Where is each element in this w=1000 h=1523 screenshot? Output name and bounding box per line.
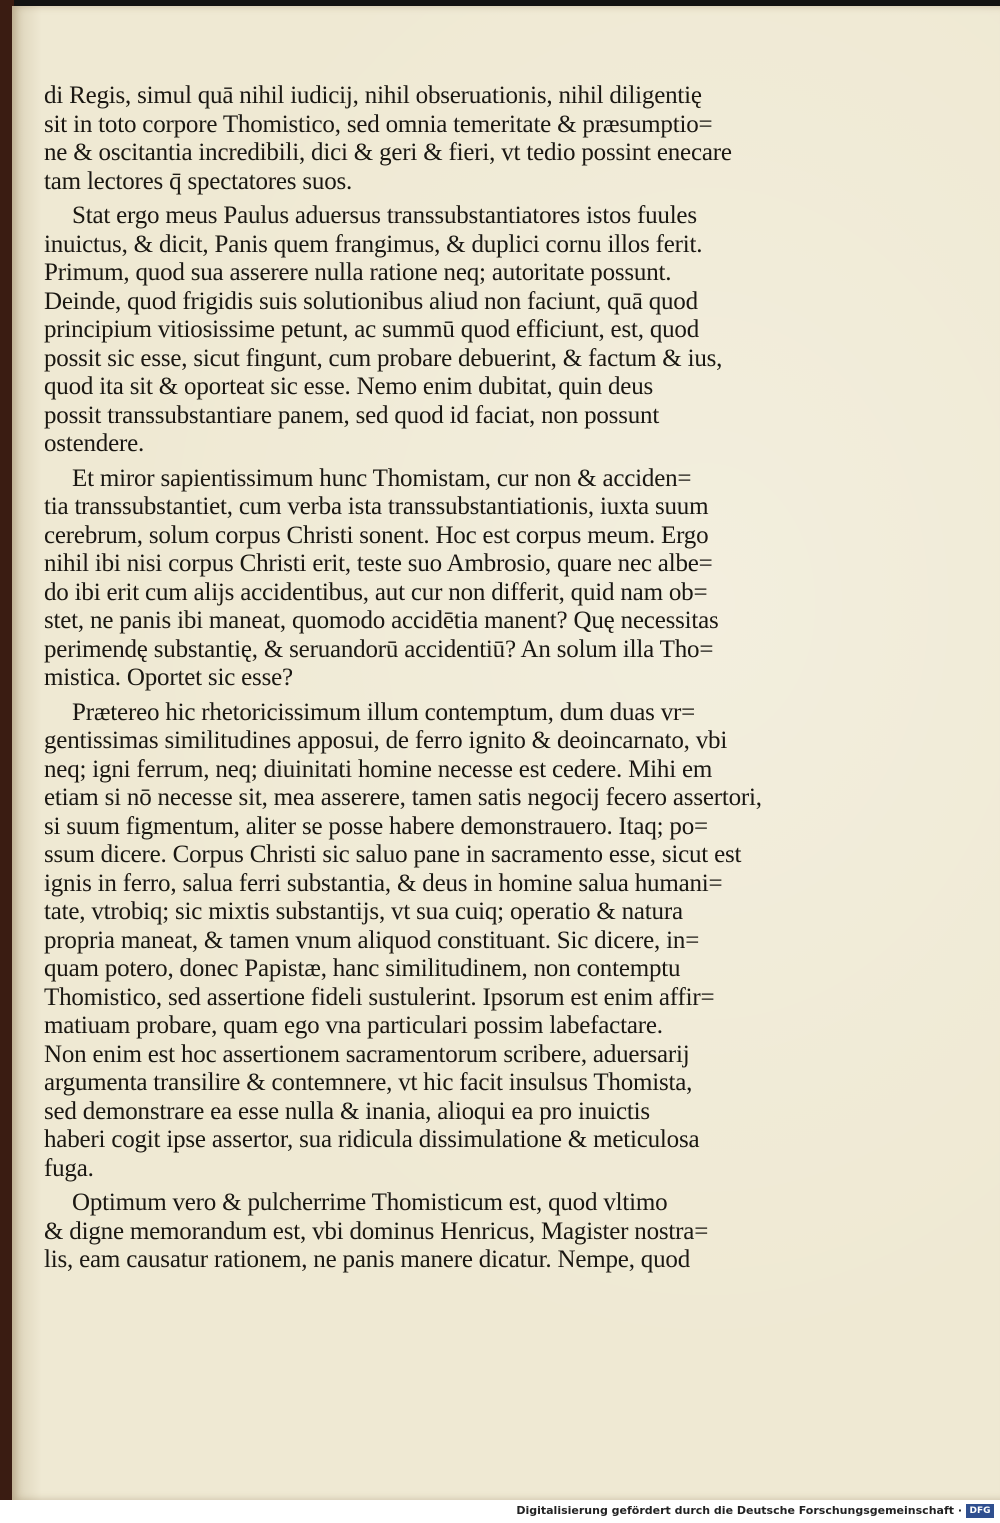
text-line: sit in toto corpore Thomistico, sed omnia temeritate & præsumptio= xyxy=(44,110,713,138)
text-line: ssum dicere. Corpus Christi sic saluo pane in sacramento esse, sicut est xyxy=(44,841,742,868)
text-line: Thomistico, sed assertione fideli sustulerint. Ipsorum est enim affir= xyxy=(44,983,715,1011)
text-line: Prætereo hic rhetoricissimum illum contemptum, dum duas vr= xyxy=(72,698,696,726)
text-line: ostendere. xyxy=(44,430,145,457)
text-line: & digne memorandum est, vbi dominus Henricus, Magister nostra= xyxy=(44,1217,709,1245)
text-line: ignis in ferro, salua ferri substantia, & deus in homine salua humani= xyxy=(44,869,723,897)
text-line: gentissimas similitudines apposui, de ferro ignito & deoincarnato, vbi xyxy=(44,727,728,754)
text-line: quod ita sit & oporteat sic esse. Nemo enim dubitat, quin deus xyxy=(44,373,654,400)
text-line: tam lectores q̄ spectatores suos. xyxy=(44,167,353,195)
footer-bar xyxy=(0,1500,1000,1523)
text-line: si suum figmentum, aliter se posse habere demonstrauero. Itaq; po= xyxy=(44,812,708,840)
text-line: inuictus, & dicit, Panis quem frangimus, & duplici cornu illos ferit. xyxy=(44,230,703,258)
text-line: tate, vtrobiq; sic mixtis substantijs, vt sua cuiq; operatio & natura xyxy=(44,898,683,925)
text-line: propria maneat, & tamen vnum aliquod constituant. Sic dicere, in= xyxy=(44,926,700,954)
text-line: neq; igni ferrum, neq; diuinitati homine necesse est cedere. Mihi em xyxy=(44,755,713,783)
page-text xyxy=(44,82,762,1275)
text-line: Stat ergo meus Paulus aduersus transsubstantiatores istos fuules xyxy=(72,202,697,229)
text-line: Et miror sapientissimum hunc Thomistam, cur non & acciden= xyxy=(72,464,692,492)
text-line: possit sic esse, sicut fingunt, cum probare debuerint, & factum & ius, xyxy=(44,344,723,372)
text-line: stet, ne panis ibi maneat, quomodo accidētia manent? Quę necessitas xyxy=(44,607,719,634)
text-line: perimendę substantię, & seruandorū accidentiū? An solum illa Tho= xyxy=(44,635,714,663)
text-line: principium vitiosissime petunt, ac summū quod efficiunt, est, quod xyxy=(44,316,700,343)
text-line: argumenta transilire & contemnere, vt hic facit insulsus Thomista, xyxy=(44,1069,693,1096)
text-line: etiam si nō necesse sit, mea asserere, tamen satis negocij fecero assertori, xyxy=(44,784,762,811)
text-line: tia transsubstantiet, cum verba ista transsubstantiationis, iuxta suum xyxy=(44,493,709,520)
text-line: lis, eam causatur rationem, ne panis manere dicatur. Nempe, quod xyxy=(44,1246,691,1273)
text-line: nihil ibi nisi corpus Christi erit, teste suo Ambrosio, quare nec albe= xyxy=(44,550,713,577)
text-line: quam potero, donec Papistæ, hanc similitudinem, non contemptu xyxy=(44,955,681,982)
text-line: sed demonstrare ea esse nulla & inania, alioqui ea pro inuictis xyxy=(44,1097,650,1125)
text-line: matiuam probare, quam ego vna particulari possim labefactare. xyxy=(44,1012,663,1039)
text-line: fuga. xyxy=(44,1154,94,1182)
text-line: Deinde, quod frigidis suis solutionibus aliud non faciunt, quā quod xyxy=(44,287,698,315)
text-line: mistica. Oportet sic esse? xyxy=(44,664,293,691)
text-line: Non enim est hoc assertionem sacramentorum scribere, aduersarij xyxy=(44,1040,690,1068)
text-line: cerebrum, solum corpus Christi sonent. Hoc est corpus meum. Ergo xyxy=(44,521,709,549)
dfg-logo[interactable]: DFG xyxy=(966,1504,994,1518)
text-line: haberi cogit ipse assertor, sua ridicula dissimulatione & meticulosa xyxy=(44,1126,700,1153)
text-line: do ibi erit cum alijs accidentibus, aut cur non differit, quid nam ob= xyxy=(44,578,708,606)
text-line: di Regis, simul quā nihil iudicij, nihil obseruationis, nihil diligentię xyxy=(44,82,702,109)
text-line: Primum, quod sua asserere nulla ratione neq; autoritate possunt. xyxy=(44,259,672,286)
text-line: Optimum vero & pulcherrime Thomisticum est, quod vltimo xyxy=(72,1189,668,1216)
text-line: ne & oscitantia incredibili, dici & geri & fieri, vt tedio possint enecare xyxy=(44,139,732,166)
funding-credit: Digitalisierung gefördert durch die Deutsche Forschungsgemeinschaft · xyxy=(516,1504,962,1517)
text-line: possit transsubstantiare panem, sed quod id faciat, non possunt xyxy=(44,401,660,429)
